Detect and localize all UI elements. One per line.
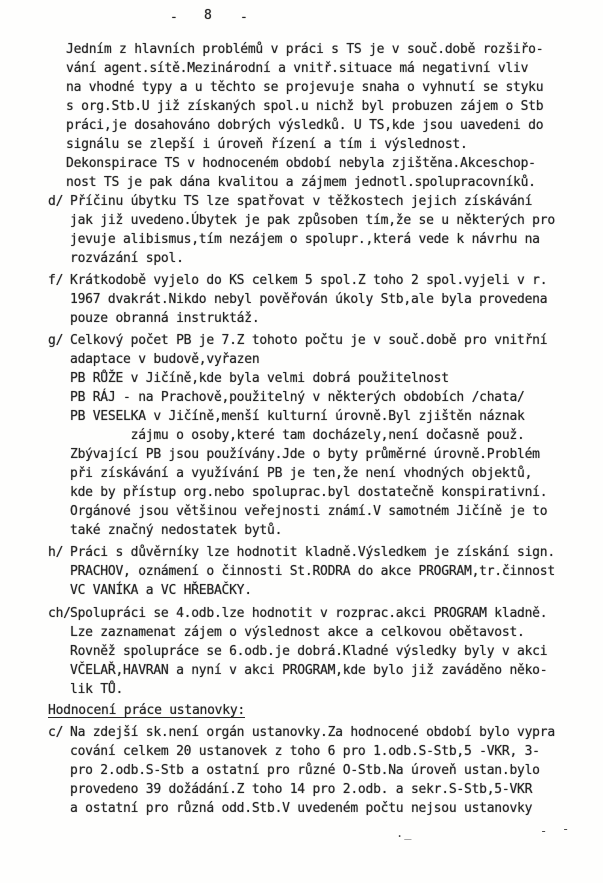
header-dash-right: - bbox=[240, 10, 248, 25]
text-line: Krátkodobě vyjelo do KS celkem 5 spol.Z toho 2 spol.vyjeli v r. bbox=[70, 273, 548, 288]
paragraph-label-f: f/ bbox=[48, 273, 64, 288]
text-line: Práci s důvěrníky lze hodnotit kladně.Výsledkem je získání sign. bbox=[70, 545, 555, 560]
header-dash-left: - bbox=[170, 10, 178, 25]
page-header bbox=[0, 6, 603, 26]
paragraph-label-g: g/ bbox=[48, 333, 64, 348]
text-line: PB RÁJ - na Prachově,použitelný v některých obdobích /chata/ bbox=[70, 390, 525, 405]
text-line: VČELAŘ,HAVRAN a nyní v akci PROGRAM,kde bylo již zaváděno něko- bbox=[70, 663, 548, 678]
text-line: jevuje alibismus,tím nezájem o spolupr.,která vede k návrhu na bbox=[70, 232, 540, 247]
scan-artifact-mark: - bbox=[540, 824, 547, 838]
text-line: Zbývající PB jsou používány.Jde o byty průměrné úrovně.Problém bbox=[70, 447, 540, 462]
text-line: signálu se zlepší i úroveň řízení a tím i výslednost. bbox=[66, 137, 468, 152]
scan-artifact-mark: ._ bbox=[396, 826, 413, 840]
paragraph-h bbox=[0, 543, 603, 600]
text-line: PB VESELKA v Jičíně,menší kulturní úrovně.Byl zjištěn náznak bbox=[70, 409, 525, 424]
paragraph-f bbox=[0, 271, 603, 328]
text-line: kde by přístup org.nebo spoluprac.byl dostatečně konspirativní. bbox=[70, 485, 548, 500]
text-line: Dekonspirace TS v hodnoceném období nebyla zjištěna.Akceschop- bbox=[66, 156, 536, 171]
text-line: práci,je dosahováno dobrých výsledků. U TS,kde jsou uavedeni do bbox=[66, 118, 544, 133]
paragraph-label-ch: ch/ bbox=[48, 606, 71, 621]
text-line: provedeno 39 dožádání.Z toho 14 pro 2.odb. a sekr.S-Stb,5-VKR bbox=[70, 782, 533, 797]
paragraph-g bbox=[0, 331, 603, 540]
paragraph-label-d: d/ bbox=[48, 194, 64, 209]
text-line: jak již uvedeno.Úbytek je pak způsoben tím,že se u některých pro bbox=[70, 213, 555, 228]
text-line: Jedním z hlavních problémů v práci s TS je v souč.době rozšiřo- bbox=[66, 42, 544, 57]
paragraph-label-c: c/ bbox=[48, 725, 64, 740]
text-line: Lze zaznamenat zájem o výslednost akce a celkovou obětavost. bbox=[70, 625, 525, 640]
text-line: PB RŮŽE v Jičíně,kde byla velmi dobrá použitelnost bbox=[70, 371, 449, 386]
text-line: zájmu o osoby,které tam docházely,není dočasně použ. bbox=[70, 428, 525, 443]
paragraph-c bbox=[0, 723, 603, 818]
text-line: Příčinu úbytku TS lze spatřovat v těžkostech jejich získávání bbox=[70, 194, 533, 209]
text-line: a ostatní pro různá odd.Stb.V uvedeném počtu nejsou ustanovky bbox=[70, 801, 533, 816]
text-line: pouze obranná instruktáž. bbox=[70, 311, 260, 326]
paragraph-label-h: h/ bbox=[48, 545, 64, 560]
text-line: lik TŮ. bbox=[70, 682, 124, 697]
text-line: Orgánové jsou většinou veřejnosti známí.V samotném Jičíně je to bbox=[70, 504, 548, 519]
text-line: na vhodné typy a u těchto se projevuje snaha o vyhnutí se styku bbox=[66, 80, 544, 95]
text-line: Rovněž spolupráce se 6.odb.je dobrá.Kladné výsledky byly v akci bbox=[70, 644, 548, 659]
text-line: rozvázání spol. bbox=[70, 251, 184, 266]
text-line: cování celkem 20 ustanovek z toho 6 pro 1.odb.S-Stb,5 -VKR, 3- bbox=[70, 744, 540, 759]
text-line: Na zdejší sk.není orgán ustanovky.Za hodnocené období bylo vypra bbox=[70, 725, 555, 740]
text-line: pro 2.odb.S-Stb a ostatní pro různé O-Stb.Na úroveň ustan.bylo bbox=[70, 763, 540, 778]
text-line: VC VANÍKA a VC HŘEBAČKY. bbox=[70, 583, 252, 598]
section-heading: Hodnocení práce ustanovky: bbox=[48, 703, 245, 718]
text-line: Celkový počet PB je 7.Z tohoto počtu je v souč.době pro vnitřní bbox=[70, 333, 548, 348]
text-line: vání agent.sítě.Mezinárodní a vnitř.situace má negativní vliv bbox=[66, 61, 529, 76]
document-body bbox=[0, 40, 603, 818]
paragraph-intro bbox=[0, 40, 603, 192]
paragraph-d bbox=[0, 192, 603, 268]
text-line: 1967 dvakrát.Nikdo nebyl pověřován úkoly Stb,ale byla provedena bbox=[70, 292, 548, 307]
text-line: s org.Stb.U již získaných spol.u nichž byl probuzen zájem o Stb bbox=[66, 99, 544, 114]
page-number: 8 bbox=[204, 8, 212, 23]
text-line: PRACHOV, oznámení o činnosti St.RODRA do akce PROGRAM,tr.činnost bbox=[70, 564, 555, 579]
text-line: také značný nedostatek bytů. bbox=[70, 523, 283, 538]
text-line: při získávání a využívání PB je ten,že není vhodných objektů, bbox=[70, 466, 533, 481]
paragraph-ch bbox=[0, 604, 603, 699]
text-line: adaptace v budově,vyřazen bbox=[70, 352, 260, 367]
scan-artifact-mark: - bbox=[562, 822, 569, 836]
text-line: nost TS je pak dána kvalitou a zájmem jednotl.spolupracovníků. bbox=[66, 175, 536, 190]
text-line: Spolupráci se 4.odb.lze hodnotit v rozprac.akci PROGRAM kladně. bbox=[70, 606, 548, 621]
